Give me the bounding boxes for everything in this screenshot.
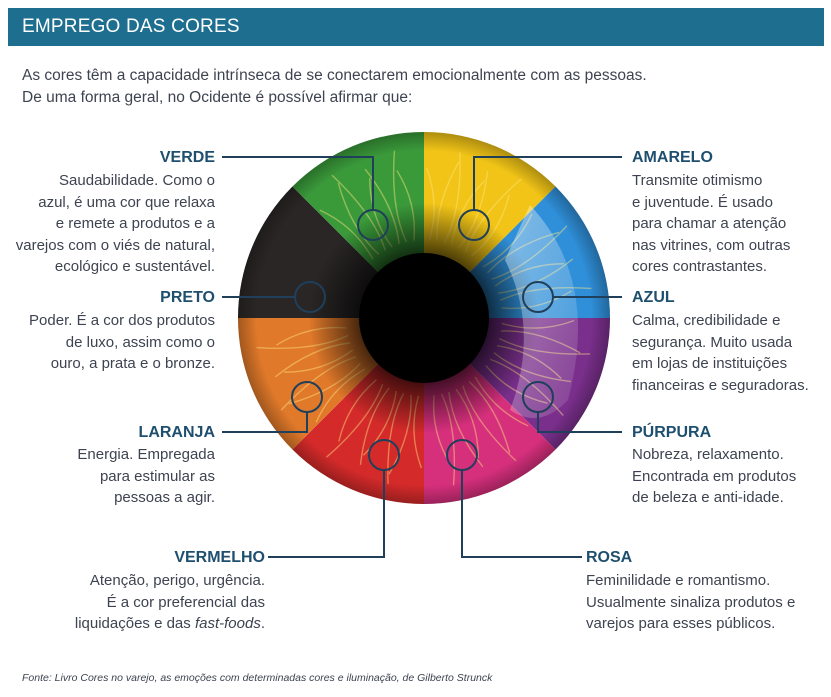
pupil [359, 253, 489, 383]
preto-description: Poder. É a cor dos produtos de luxo, assim como o ouro, a prata e o bronze. [29, 312, 215, 372]
rosa-label: ROSA [586, 549, 633, 566]
vermelho-label: VERMELHO [174, 549, 265, 566]
vermelho-description: Atenção, perigo, urgência. É a cor preferencial das liquidações e das fast-foods. [74, 572, 265, 632]
laranja-label: LARANJA [138, 424, 215, 441]
verde-description: Saudabilidade. Como o azul, é uma cor que relaxa e remete a produtos e a varejos com o viés de natural, ecológico e sustentável. [15, 172, 215, 275]
purpura-description: Nobreza, relaxamento. Encontrada em produtos de beleza e anti-idade. [632, 446, 797, 506]
rosa-description: Feminilidade e romantismo. Usualmente sinaliza produtos e varejos para esses públicos. [586, 572, 796, 632]
azul-description: Calma, credibilidade e segurança. Muito usada em lojas de instituições financeiras e seguradoras. [632, 312, 809, 394]
source-credit: Fonte: Livro Cores no varejo, as emoções com determinadas cores e iluminação, de Gilberto Strunck [22, 672, 493, 684]
preto-label: PRETO [160, 289, 215, 306]
laranja-description: Energia. Empregada para estimular as pessoas a agir. [77, 446, 215, 506]
amarelo-label: AMARELO [632, 149, 713, 166]
amarelo-description: Transmite otimismo e juventude. É usado para chamar a atenção nas vitrines, com outras cores contrastantes. [632, 172, 791, 275]
intro-line-2: De uma forma geral, no Ocidente é possível afirmar que: [22, 89, 413, 106]
page-title: EMPREGO DAS CORES [22, 16, 240, 37]
azul-label: AZUL [632, 289, 675, 306]
intro-line-1: As cores têm a capacidade intrínseca de se conectarem emocionalmente com as pessoas. [22, 67, 647, 84]
purpura-label: PÚRPURA [632, 424, 712, 441]
verde-label: VERDE [159, 149, 215, 166]
